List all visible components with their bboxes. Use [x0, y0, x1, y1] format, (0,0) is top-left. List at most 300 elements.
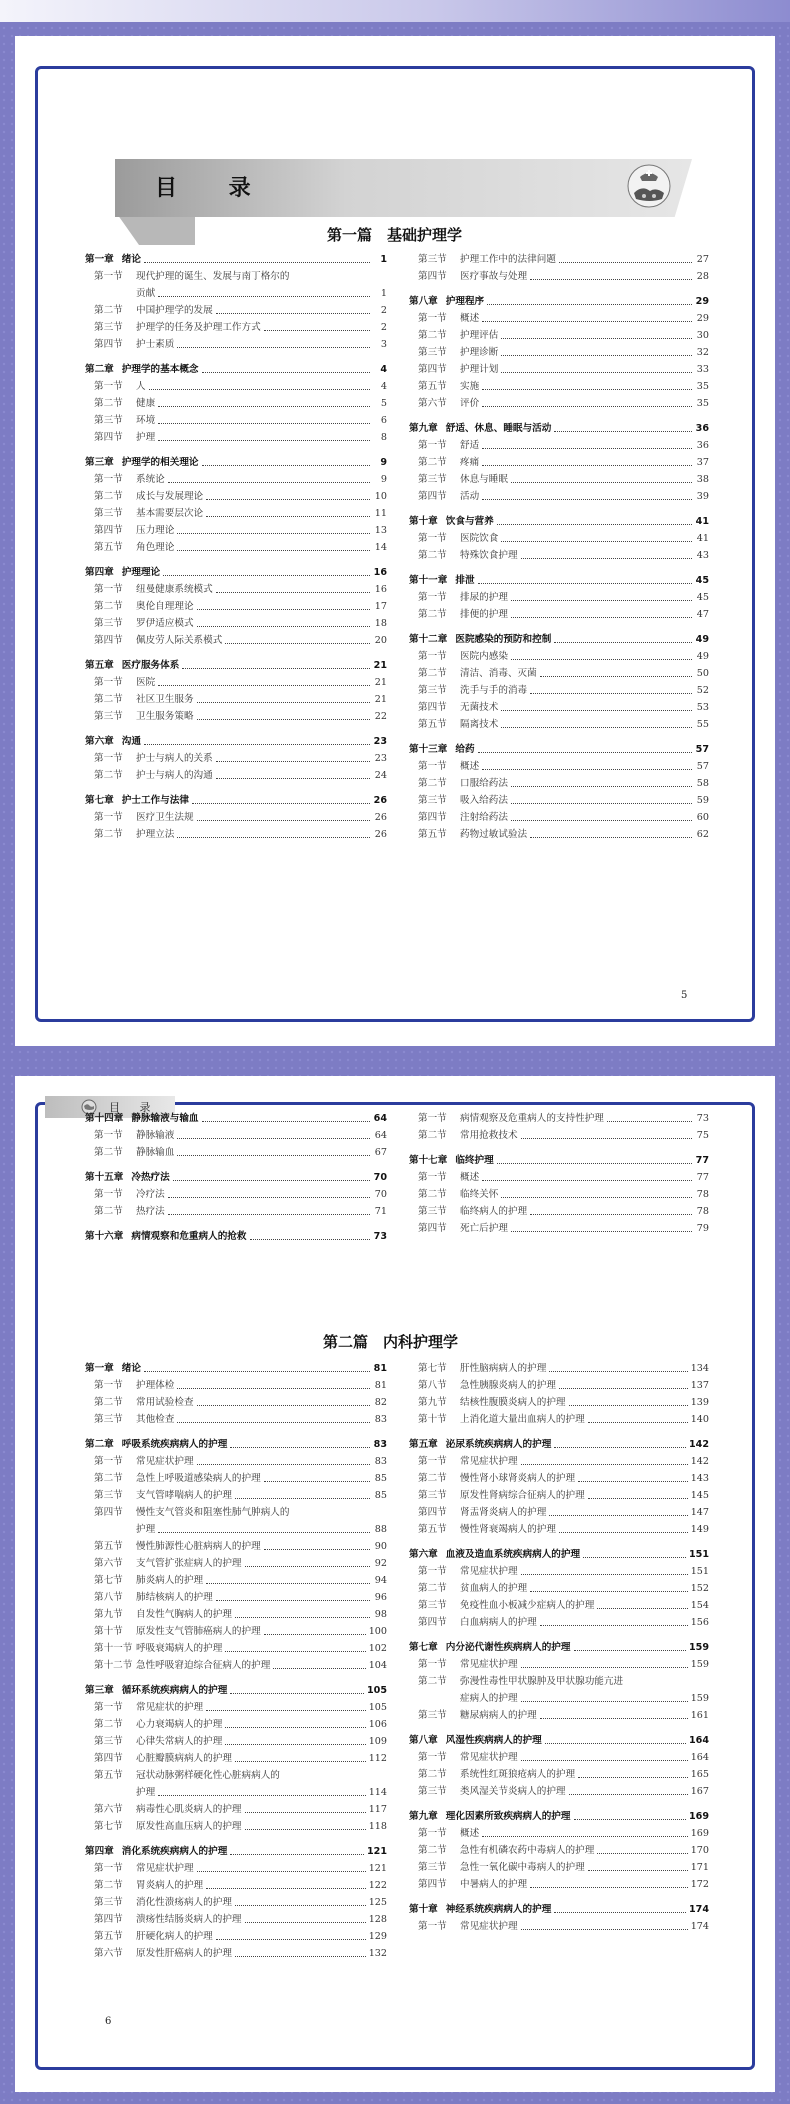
toc-entry-title: 概述 [460, 761, 480, 772]
toc-entry-label: 第七节 [418, 1363, 447, 1374]
toc-section-row[interactable] [409, 826, 709, 843]
toc-entry-title: 死亡后护理 [460, 1223, 508, 1234]
toc-section-row[interactable] [85, 1127, 387, 1144]
toc-section-row[interactable] [85, 1555, 387, 1572]
toc-chapter-row[interactable] [409, 1808, 709, 1825]
toc-chapter-row[interactable] [85, 454, 387, 471]
toc-section-row[interactable] [85, 1377, 387, 1394]
toc-section-row[interactable] [85, 1733, 387, 1750]
toc-section-row[interactable] [85, 1203, 387, 1220]
toc-section-row[interactable] [85, 1453, 387, 1470]
toc-chapter-row[interactable] [409, 631, 709, 648]
toc-entry-label: 第一节 [94, 381, 123, 392]
toc-page-number: 35 [696, 381, 709, 392]
toc-page-number: 125 [368, 1897, 387, 1908]
toc-page-number: 154 [690, 1600, 709, 1611]
toc-entry-title: 休息与睡眠 [460, 474, 508, 485]
toc-entry-title: 特殊饮食护理 [460, 550, 518, 561]
toc-page-number: 38 [696, 474, 709, 485]
toc-section-row[interactable] [409, 775, 709, 792]
toc-section-row[interactable] [85, 1572, 387, 1589]
toc-section-row[interactable] [409, 1504, 709, 1521]
toc-entry-title: 常见症状护理 [460, 1752, 518, 1763]
toc-section-row[interactable] [85, 767, 387, 784]
toc-entry-title: 护理学的任务及护理工作方式 [136, 322, 261, 333]
toc-entry-title: 护士素质 [136, 339, 175, 350]
toc-section-row[interactable] [85, 1767, 387, 1784]
toc-section-row[interactable] [85, 412, 387, 429]
toc-section-row[interactable] [409, 268, 709, 285]
toc-entry-label: 第七章 [85, 795, 114, 806]
toc-entry-title: 护理评估 [460, 330, 499, 341]
dot-leader [197, 809, 370, 821]
toc-section-row[interactable] [85, 539, 387, 556]
toc-page-number: 43 [696, 550, 709, 561]
toc-chapter-row[interactable] [85, 1228, 387, 1245]
toc-section-row[interactable] [409, 1580, 709, 1597]
toc-section-row[interactable] [85, 615, 387, 632]
toc-section-row[interactable] [409, 1110, 709, 1127]
toc-section-row[interactable] [409, 547, 709, 564]
toc-section-row[interactable] [85, 1606, 387, 1623]
toc-entry-label: 第二章 [85, 364, 114, 375]
toc-chapter-row[interactable] [85, 1682, 387, 1699]
toc-page-number: 39 [696, 491, 709, 502]
toc-entry-label: 第二节 [418, 550, 447, 561]
dot-leader [497, 1152, 692, 1164]
toc-chapter-row[interactable] [85, 361, 387, 378]
toc-section-row[interactable] [409, 792, 709, 809]
toc-section-row[interactable] [85, 674, 387, 691]
toc-entry-title: 常用试验检查 [136, 1397, 194, 1408]
toc-entry-label: 第二节 [418, 457, 447, 468]
toc-section-row[interactable] [85, 488, 387, 505]
toc-section-row[interactable] [409, 1394, 709, 1411]
dot-leader [501, 327, 692, 339]
toc-section-row[interactable] [85, 1623, 387, 1640]
toc-section-row[interactable] [85, 1538, 387, 1555]
toc-section-row[interactable] [85, 1394, 387, 1411]
toc-entry-title: 慢性支气管炎和阻塞性肺气肿病人的 [136, 1507, 290, 1518]
toc-section-row[interactable] [85, 1877, 387, 1894]
toc-entry-title: 结核性腹膜炎病人的护理 [460, 1397, 566, 1408]
toc-section-row[interactable] [85, 826, 387, 843]
toc-entry-title: 注射给药法 [460, 812, 508, 823]
toc-entry-label: 第二节 [418, 1769, 447, 1780]
toc-page-number: 30 [696, 330, 709, 341]
dot-leader [540, 1707, 688, 1719]
dot-leader [230, 1436, 370, 1448]
toc-section-row[interactable] [409, 1470, 709, 1487]
toc-section-row[interactable] [409, 310, 709, 327]
toc-section-row[interactable] [409, 648, 709, 665]
dot-leader [206, 1572, 370, 1584]
toc-section-row[interactable] [409, 758, 709, 775]
toc-section-row[interactable] [85, 302, 387, 319]
toc-gap [409, 1800, 709, 1808]
toc-entry-title: 罗伊适应模式 [136, 618, 194, 629]
toc-section-row[interactable] [85, 471, 387, 488]
toc-section-row[interactable] [409, 1842, 709, 1859]
toc-page-number: 134 [690, 1363, 709, 1374]
toc-chapter-row[interactable] [409, 741, 709, 758]
dot-leader [521, 1918, 688, 1930]
toc-section-row[interactable] [409, 589, 709, 606]
toc-section-row[interactable] [85, 1911, 387, 1928]
toc-entry-label: 第一节 [418, 651, 447, 662]
toc-section-row[interactable] [409, 1169, 709, 1186]
toc-page-number: 4 [380, 381, 387, 392]
toc-section-row[interactable] [85, 809, 387, 826]
toc-section-row[interactable] [85, 505, 387, 522]
toc-continuation-row[interactable] [85, 1784, 387, 1801]
toc-entry-title: 现代护理的诞生、发展与南丁格尔的 [136, 271, 290, 282]
toc-chapter-row[interactable] [85, 251, 387, 268]
toc-entry-label: 第九节 [418, 1397, 447, 1408]
dot-leader [559, 1521, 688, 1533]
toc-entry-title: 理化因素所致疾病病人的护理 [445, 1811, 571, 1822]
toc-entry-label: 第四节 [418, 702, 447, 713]
toc-section-row[interactable] [409, 1614, 709, 1631]
toc-gap [409, 1893, 709, 1901]
toc-section-row[interactable] [409, 665, 709, 682]
dot-leader [549, 1360, 687, 1372]
dot-leader [225, 1640, 365, 1652]
toc-entry-label: 第二节 [94, 601, 123, 612]
toc-chapter-row[interactable] [85, 657, 387, 674]
toc-section-row[interactable] [85, 319, 387, 336]
toc-entry-label: 第二节 [94, 1206, 123, 1217]
toc-entry-title: 护士工作与法律 [121, 795, 189, 806]
toc-section-row[interactable] [85, 1487, 387, 1504]
toc-section-row[interactable] [409, 682, 709, 699]
toc-section-row[interactable] [85, 1928, 387, 1945]
toc-section-row[interactable] [85, 336, 387, 353]
toc-chapter-row[interactable] [85, 1110, 387, 1127]
toc-section-row[interactable] [85, 708, 387, 725]
toc-section-row[interactable] [85, 750, 387, 767]
toc-section-row[interactable] [409, 251, 709, 268]
toc-entry-title: 常见症状护理 [460, 1456, 518, 1467]
dot-leader [521, 1453, 688, 1465]
toc-section-row[interactable] [409, 454, 709, 471]
toc-gap [85, 725, 387, 733]
dot-leader [197, 1860, 366, 1872]
toc-entry-label: 第三节 [418, 1600, 447, 1611]
toc-section-row[interactable] [409, 1749, 709, 1766]
toc-section-row[interactable] [409, 1521, 709, 1538]
toc-section-row[interactable] [85, 1640, 387, 1657]
toc-entry-title: 医疗事故与处理 [460, 271, 528, 282]
toc-entry-label: 第四节 [94, 339, 123, 350]
dot-leader [245, 1555, 370, 1567]
top-background-band [0, 0, 790, 22]
toc-entry-title: 常见症状护理 [460, 1659, 518, 1670]
toc-section-row[interactable] [409, 1127, 709, 1144]
toc-gap [409, 1724, 709, 1732]
toc-entry-label: 第二节 [418, 330, 447, 341]
toc-chapter-row[interactable] [409, 1639, 709, 1656]
toc-continuation-row[interactable] [85, 1521, 387, 1538]
toc-section-row[interactable] [409, 716, 709, 733]
toc-chapter-row[interactable] [85, 564, 387, 581]
toc-page-number: 169 [690, 1828, 709, 1839]
toc-page-number: 1 [380, 288, 387, 299]
part-title: 第一篇 基础护理学 [327, 226, 463, 244]
toc-section-row[interactable] [85, 268, 387, 285]
toc-page-number: 112 [368, 1753, 387, 1764]
toc-entry-label: 第一节 [94, 271, 123, 282]
toc-entry-label: 第五节 [418, 381, 447, 392]
toc-entry-title: 肺炎病人的护理 [136, 1575, 204, 1586]
toc-entry-title: 急性上呼吸道感染病人的护理 [136, 1473, 261, 1484]
toc-section-row[interactable] [409, 1656, 709, 1673]
toc-entry-label: 第四节 [418, 271, 447, 282]
toc-section-row[interactable] [409, 327, 709, 344]
toc-section-row[interactable] [409, 1563, 709, 1580]
toc-section-row[interactable] [85, 429, 387, 446]
toc-entry-title: 基本需要层次论 [136, 508, 204, 519]
toc-entry-title: 常用抢救技术 [460, 1130, 518, 1141]
toc-chapter-row[interactable] [85, 733, 387, 750]
toc-section-row[interactable] [85, 1945, 387, 1962]
toc-section-row[interactable] [85, 1894, 387, 1911]
dot-leader [530, 682, 692, 694]
toc-entry-title: 排泄 [455, 575, 475, 586]
toc-page-number: 6 [380, 415, 387, 426]
toc-section-row[interactable] [409, 699, 709, 716]
toc-entry-title: 循环系统疾病病人的护理 [121, 1685, 228, 1696]
toc-section-row[interactable] [409, 1186, 709, 1203]
toc-section-row[interactable] [409, 530, 709, 547]
toc-entry-title: 病情观察和危重病人的抢救 [131, 1231, 247, 1242]
toc-entry-label: 第一节 [418, 592, 447, 603]
toc-entry-title: 系统性红斑狼疮病人的护理 [460, 1769, 576, 1780]
toc-entry-title: 上消化道大量出血病人的护理 [460, 1414, 585, 1425]
toc-page-number: 85 [374, 1473, 387, 1484]
toc-section-row[interactable] [85, 1657, 387, 1674]
toc-chapter-row[interactable] [409, 293, 709, 310]
dot-leader [158, 429, 370, 441]
dot-leader [173, 1169, 370, 1181]
toc-entry-label: 第九章 [409, 1811, 438, 1822]
toc-section-row[interactable] [85, 378, 387, 395]
toc-page-number: 26 [374, 812, 387, 823]
toc-chapter-row[interactable] [85, 1360, 387, 1377]
toc-section-row[interactable] [409, 1707, 709, 1724]
toc-section-row[interactable] [85, 1589, 387, 1606]
toc-entry-title: 症病人的护理 [460, 1693, 518, 1704]
dot-leader [235, 1750, 366, 1762]
dot-leader [511, 648, 692, 660]
toc-continuation-row[interactable] [85, 285, 387, 302]
toc-entry-title: 静脉输血 [136, 1147, 175, 1158]
toc-entry-title: 护理 [136, 1524, 156, 1535]
toc-chapter-row[interactable] [85, 792, 387, 809]
toc-entry-label: 第一节 [94, 812, 123, 823]
toc-section-row[interactable] [409, 1360, 709, 1377]
toc-entry-label: 第四节 [418, 491, 447, 502]
toc-section-row[interactable] [409, 344, 709, 361]
toc-section-row[interactable] [409, 1825, 709, 1842]
toc-entry-title: 溃疡性结肠炎病人的护理 [136, 1914, 242, 1925]
toc-chapter-row[interactable] [409, 572, 709, 589]
toc-banner [115, 159, 692, 230]
toc-entry-title: 肾盂肾炎病人的护理 [460, 1507, 547, 1518]
toc-section-row[interactable] [85, 1144, 387, 1161]
dot-leader [158, 1784, 366, 1796]
toc-page-number: 100 [368, 1626, 387, 1637]
dot-leader [511, 471, 692, 483]
toc-entry-title: 排尿的护理 [460, 592, 508, 603]
toc-section-row[interactable] [409, 1220, 709, 1237]
toc-section-row[interactable] [409, 361, 709, 378]
toc-entry-label: 第三节 [94, 508, 123, 519]
toc-entry-label: 第一节 [94, 1130, 123, 1141]
toc-section-row[interactable] [85, 1186, 387, 1203]
toc-section-row[interactable] [409, 1411, 709, 1428]
toc-page-number: 82 [374, 1397, 387, 1408]
toc-page-number: 77 [696, 1172, 709, 1183]
toc-page-number: 67 [374, 1147, 387, 1158]
toc-section-row[interactable] [409, 809, 709, 826]
toc-section-row[interactable] [85, 581, 387, 598]
toc-entry-label: 第二节 [94, 491, 123, 502]
toc-entry-label: 第五节 [418, 719, 447, 730]
toc-section-row[interactable] [409, 1453, 709, 1470]
toc-section-row[interactable] [85, 691, 387, 708]
toc-chapter-row[interactable] [409, 513, 709, 530]
toc-entry-title: 常见症状护理 [460, 1566, 518, 1577]
toc-section-row[interactable] [409, 1876, 709, 1893]
toc-section-row[interactable] [409, 1377, 709, 1394]
toc-section-row[interactable] [409, 1766, 709, 1783]
toc-entry-label: 第一章 [85, 1363, 114, 1374]
toc-page-number: 17 [374, 601, 387, 612]
toc-entry-label: 第四节 [94, 525, 123, 536]
toc-section-row[interactable] [85, 1411, 387, 1428]
dot-leader [521, 1563, 688, 1575]
toc-entry-title: 医院内感染 [460, 651, 508, 662]
toc-entry-label: 第五章 [409, 1439, 438, 1450]
toc-section-row[interactable] [409, 395, 709, 412]
toc-section-row[interactable] [85, 1860, 387, 1877]
dot-leader [482, 758, 692, 770]
toc-entry-title: 护理 [136, 1787, 156, 1798]
toc-page-number: 174 [688, 1904, 709, 1915]
toc-page-number: 57 [696, 761, 709, 772]
toc-section-row[interactable] [409, 378, 709, 395]
toc-entry-title: 临终关怀 [460, 1189, 499, 1200]
toc-section-row[interactable] [409, 1597, 709, 1614]
toc-entry-title: 急性呼吸窘迫综合征病人的护理 [136, 1660, 271, 1671]
toc-chapter-row[interactable] [409, 1152, 709, 1169]
toc-entry-title: 饮食与营养 [445, 516, 494, 527]
toc-page-number: 24 [374, 770, 387, 781]
toc-entry-label: 第一节 [418, 440, 447, 451]
toc-section-row[interactable] [85, 1470, 387, 1487]
dot-leader [569, 1783, 688, 1795]
toc-section-row[interactable] [409, 1673, 709, 1690]
toc-page-number: 106 [368, 1719, 387, 1730]
toc-chapter-row[interactable] [85, 1436, 387, 1453]
toc-page-number: 23 [374, 753, 387, 764]
toc-section-row[interactable] [409, 1487, 709, 1504]
toc-entry-title: 泌尿系统疾病病人的护理 [445, 1439, 552, 1450]
toc-section-row[interactable] [85, 395, 387, 412]
toc-section-row[interactable] [85, 1801, 387, 1818]
toc-page-number: 83 [373, 1439, 387, 1450]
toc-section-row[interactable] [409, 1783, 709, 1800]
toc-entry-label: 第一节 [94, 1189, 123, 1200]
toc-section-row[interactable] [85, 1504, 387, 1521]
toc-page-number: 140 [690, 1414, 709, 1425]
toc-section-row[interactable] [409, 606, 709, 623]
dot-leader [163, 564, 370, 576]
toc-section-row[interactable] [409, 437, 709, 454]
dot-leader [197, 1394, 370, 1406]
dot-leader [230, 1843, 364, 1855]
toc-section-row[interactable] [409, 471, 709, 488]
toc-entry-label: 第三章 [85, 457, 114, 468]
toc-section-row[interactable] [85, 598, 387, 615]
toc-entry-title: 呼吸系统疾病病人的护理 [121, 1439, 228, 1450]
toc-section-row[interactable] [85, 1818, 387, 1835]
toc-entry-title: 口服给药法 [460, 778, 508, 789]
toc-section-row[interactable] [85, 1750, 387, 1767]
toc-page-number: 47 [696, 609, 709, 620]
toc-page-number: 45 [695, 575, 709, 586]
toc-continuation-row[interactable] [409, 1690, 709, 1707]
toc-chapter-row[interactable] [409, 1901, 709, 1918]
toc-section-row[interactable] [85, 632, 387, 649]
toc-entry-label: 第四节 [418, 1879, 447, 1890]
toc-section-row[interactable] [409, 1203, 709, 1220]
toc-chapter-row[interactable] [409, 420, 709, 437]
dot-leader [478, 741, 692, 753]
toc-section-row[interactable] [409, 1918, 709, 1935]
toc-page-number: 35 [696, 398, 709, 409]
toc-section-row[interactable] [409, 1859, 709, 1876]
toc-section-row[interactable] [409, 488, 709, 505]
toc-page-number: 14 [374, 542, 387, 553]
dot-leader [158, 1521, 370, 1533]
toc-page-number: 73 [373, 1231, 387, 1242]
toc-section-row[interactable] [85, 522, 387, 539]
toc-entry-label: 第八节 [94, 1592, 123, 1603]
toc-column-left [85, 251, 387, 843]
toc-chapter-row[interactable] [409, 1436, 709, 1453]
toc-entry-label: 第一节 [418, 1752, 447, 1763]
toc-entry-label: 第三节 [94, 415, 123, 426]
dot-leader [559, 251, 692, 263]
toc-section-row[interactable] [85, 1699, 387, 1716]
toc-entry-title: 贫血病人的护理 [460, 1583, 528, 1594]
dot-leader [177, 1377, 370, 1389]
toc-chapter-row[interactable] [409, 1546, 709, 1563]
dot-leader [182, 657, 370, 669]
toc-entry-label: 第二节 [94, 1147, 123, 1158]
dot-leader [202, 1110, 370, 1122]
toc-section-row[interactable] [85, 1716, 387, 1733]
toc-chapter-row[interactable] [409, 1732, 709, 1749]
toc-entry-title: 给药 [455, 744, 475, 755]
toc-chapter-row[interactable] [85, 1843, 387, 1860]
toc-entry-title: 静脉输液 [136, 1130, 175, 1141]
toc-chapter-row[interactable] [85, 1169, 387, 1186]
toc-page-number: 151 [690, 1566, 709, 1577]
toc-page-1 [15, 36, 775, 1046]
